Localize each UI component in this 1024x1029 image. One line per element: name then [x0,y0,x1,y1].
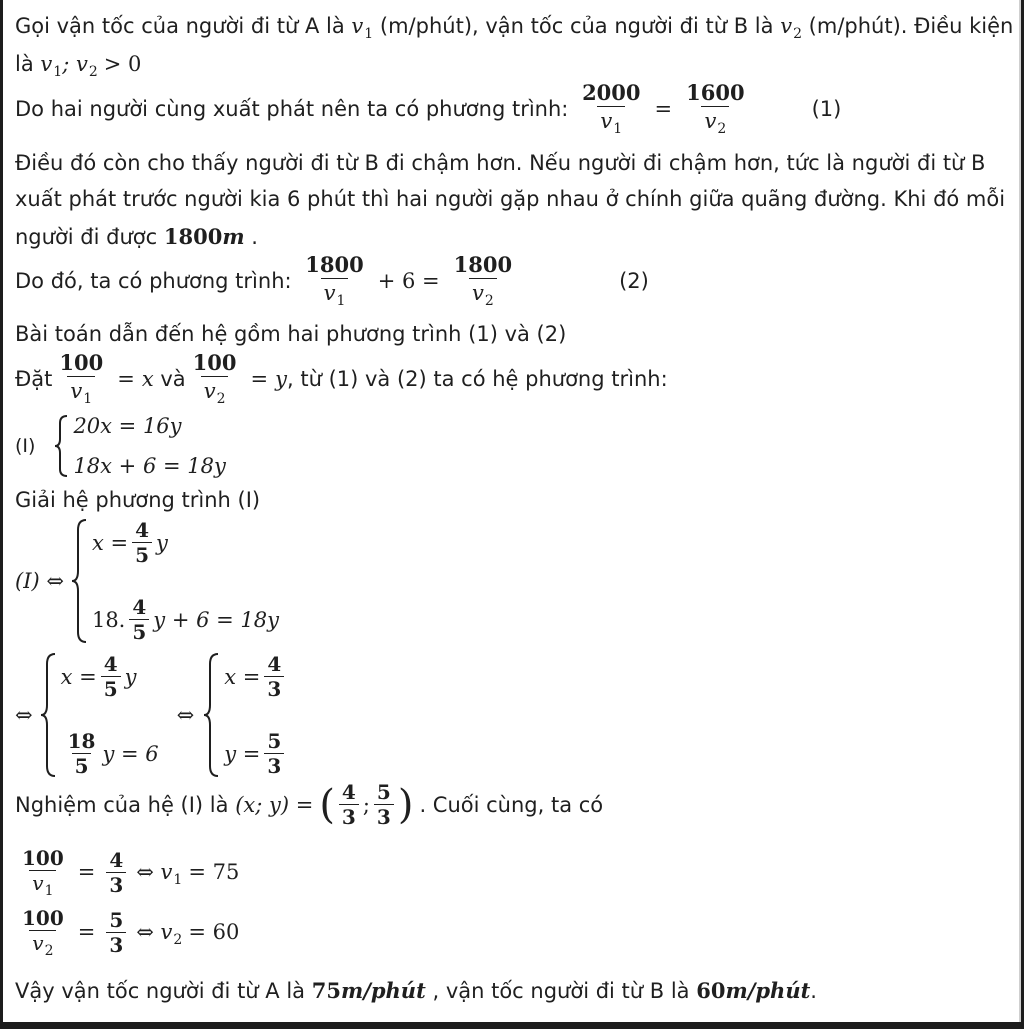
line-2 [15,52,142,80]
result-v1: $\frac{100}{v_1}$ = $\frac{4}{3}$ ⇔ $v_1$ = 75 [22,846,240,899]
gt-zero: > 0 [103,52,142,76]
text: (m/phút), vận tốc của người đi từ B là [379,14,774,38]
fraction-100-v2: $\frac{100}{v_2}$ [192,350,237,407]
condition: $v_1$; $v_2$ [40,52,98,80]
line-5: xuất phát trước người kia 6 phút thì hai người gặp nhau ở chính giữa quãng đường. Khi đó mỗi [15,187,1006,211]
left-brace-icon [202,652,220,778]
equation-tag-2: (2) [619,269,649,293]
distance-value: 1800 [163,224,223,249]
fraction-2000-v1: $\frac{2000}{v_1}$ [582,80,641,137]
line-1 [15,14,1014,42]
conclusion-line: Vậy vận tốc người đi từ A là 75 m/phút , vận tốc người đi từ B là 60 m/phút . [15,978,817,1003]
fraction-1800-v1: $\frac{1800}{v_1}$ [305,252,364,309]
var-v1: $v_1$ [351,14,374,42]
line-6: người đi được 1800 m . [15,224,258,249]
left-brace-icon [39,652,57,778]
line-10: Giải hệ phương trình (I) [15,488,261,512]
solution-line: Nghiệm của hệ (I) là (x; y) = ( $\frac{4}{3}$ ; $\frac{5}{3}$ ) . Cuối cùng, ta có [15,780,604,829]
var-v2: $v_2$ [780,14,802,42]
equation-1-line: Do hai người cùng xuất phát nên ta có phương trình: $\frac{2000}{v_1}$ = $\frac{1600}{v_2}$ (1) [15,80,842,137]
line-4: Điều đó còn cho thấy người đi từ B đi chậm hơn. Nếu người đi chậm hơn, tức là người đi từ B [15,151,986,175]
system-3: ⇔ x = $\frac{4}{5}$ y $\frac{18}{5}$ y = 6 ⇔ x = $\frac{4}{3}$ y = $\frac{5}{3}$ [15,652,288,778]
result-v2: $\frac{100}{v_2}$ = $\frac{5}{3}$ ⇔ $v_2$ = 60 [22,906,240,959]
text: là [15,52,34,76]
line-8: Bài toán dẫn đến hệ gồm hai phương trình (1) và (2) [15,322,567,346]
equation-tag-1: (1) [811,97,842,121]
system-1: (I) 20x = 16y 18x + 6 = 18y [15,414,226,478]
equation-2-line: Do đó, ta có phương trình: $\frac{1800}{v_1}$ + 6 = $\frac{1800}{v_2}$ (2) [15,252,649,309]
fraction-1800-v2: $\frac{1800}{v_2}$ [453,252,513,309]
solution-document [3,0,1021,1022]
fraction-100-v1: $\frac{100}{v_1}$ [59,350,104,407]
substitution-line: Đặt $\frac{100}{v_1}$ = x và $\frac{100}{v_2}$ = y , từ (1) và (2) ta có hệ phương trình: [15,350,668,407]
left-brace-icon [53,414,69,478]
text: Do hai người cùng xuất phát nên ta có phương trình: [15,97,569,121]
text: Gọi vận tốc của người đi từ A là [15,14,345,38]
text: (m/phút). Điều kiện [808,14,1014,38]
system-2: (I) ⇔ x = $\frac{4}{5}$ y 18. $\frac{4}{5}$ y + 6 = 18y [15,518,279,644]
left-brace-icon [70,518,88,644]
fraction-1600-v2: $\frac{1600}{v_2}$ [686,80,745,137]
